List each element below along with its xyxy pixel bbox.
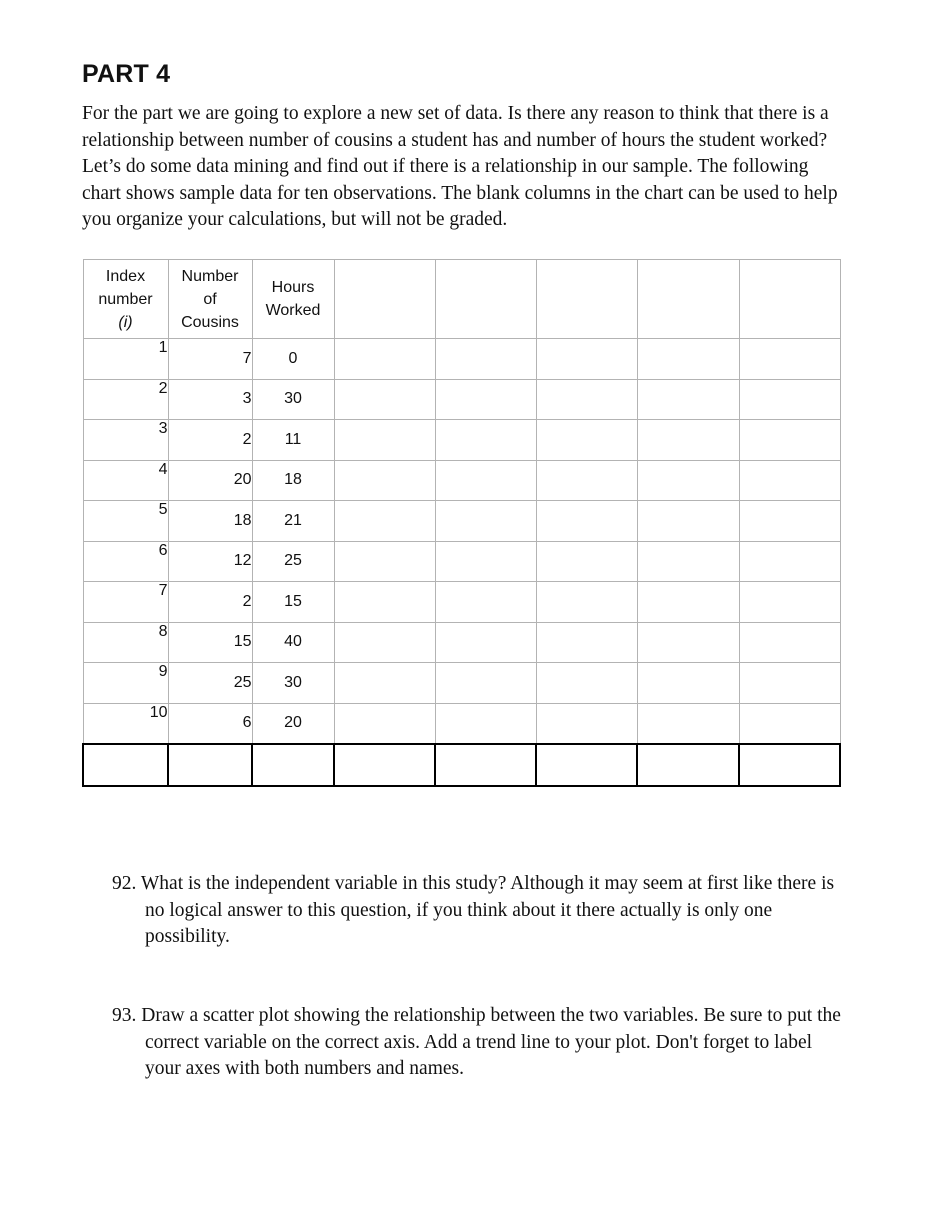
- blank-calc-cell[interactable]: [435, 541, 536, 582]
- blank-calc-cell[interactable]: [334, 501, 435, 542]
- intro-paragraph: For the part we are going to explore a new set of data. Is there any reason to think that there is a relationship between number of cousins a student has and number of hours the student worked? Let’s do some data mining and find out if there is a relationship in our sample. The following chart shows sample data for ten observations. The blank columns in the chart can be used to help you organize your calculations, but will not be graded.: [82, 103, 838, 230]
- blank-calc-cell[interactable]: [334, 379, 435, 420]
- blank-calc-cell[interactable]: [536, 339, 637, 380]
- blank-calc-cell[interactable]: [637, 501, 739, 542]
- blank-calc-cell[interactable]: [637, 460, 739, 501]
- blank-calc-cell[interactable]: [637, 663, 739, 704]
- section-heading: PART 4: [82, 60, 171, 88]
- hours-cell: 15: [252, 582, 334, 623]
- blank-calc-cell[interactable]: [435, 339, 536, 380]
- data-table: [82, 259, 841, 787]
- header-cousins: Number of Cousins: [168, 260, 252, 339]
- header-index: Index number (i): [83, 260, 168, 339]
- table-row: [83, 460, 840, 501]
- hours-cell: 40: [252, 622, 334, 663]
- blank-calc-cell[interactable]: [334, 703, 435, 744]
- blank-calc-cell[interactable]: [739, 339, 840, 380]
- blank-calc-cell[interactable]: [435, 420, 536, 461]
- blank-total-cell[interactable]: [637, 744, 739, 786]
- blank-calc-cell[interactable]: [334, 420, 435, 461]
- hours-cell: 30: [252, 379, 334, 420]
- blank-calc-cell[interactable]: [739, 663, 840, 704]
- index-cell: 10: [83, 703, 168, 744]
- table-row: [83, 420, 840, 461]
- hours-cell: 30: [252, 663, 334, 704]
- blank-header-cell[interactable]: [334, 260, 435, 339]
- blank-calc-cell[interactable]: [435, 379, 536, 420]
- index-cell: 2: [83, 379, 168, 420]
- blank-calc-cell[interactable]: [334, 460, 435, 501]
- blank-calc-cell[interactable]: [435, 703, 536, 744]
- blank-total-cell[interactable]: [435, 744, 536, 786]
- header-hours: Hours Worked: [252, 260, 334, 339]
- blank-calc-cell[interactable]: [334, 541, 435, 582]
- index-cell: 3: [83, 420, 168, 461]
- table-row: [83, 339, 840, 380]
- cousins-cell: 20: [168, 460, 252, 501]
- blank-calc-cell[interactable]: [637, 379, 739, 420]
- blank-total-cell[interactable]: [536, 744, 637, 786]
- blank-calc-cell[interactable]: [536, 622, 637, 663]
- table-row: [83, 622, 840, 663]
- hours-cell: 21: [252, 501, 334, 542]
- question-93: 93. Draw a scatter plot showing the relationship between the two variables. Be sure to put the correct variable on the correct axis. Add a trend line to your plot. Don't forget to label your axes with both numbers and names.: [112, 1005, 841, 1079]
- index-cell: 6: [83, 541, 168, 582]
- cousins-cell: 25: [168, 663, 252, 704]
- blank-header-cell[interactable]: [536, 260, 637, 339]
- cousins-cell: 7: [168, 339, 252, 380]
- blank-calc-cell[interactable]: [334, 339, 435, 380]
- hours-cell: 11: [252, 420, 334, 461]
- blank-calc-cell[interactable]: [739, 460, 840, 501]
- cousins-cell: 2: [168, 582, 252, 623]
- table-row: [83, 541, 840, 582]
- index-cell: 7: [83, 582, 168, 623]
- blank-calc-cell[interactable]: [739, 541, 840, 582]
- cousins-cell: 15: [168, 622, 252, 663]
- hours-cell: 0: [252, 339, 334, 380]
- blank-calc-cell[interactable]: [637, 582, 739, 623]
- table-row: [83, 582, 840, 623]
- blank-calc-cell[interactable]: [536, 460, 637, 501]
- blank-calc-cell[interactable]: [334, 582, 435, 623]
- blank-calc-cell[interactable]: [739, 703, 840, 744]
- table-row: [83, 703, 840, 744]
- cousins-cell: 18: [168, 501, 252, 542]
- blank-calc-cell[interactable]: [536, 663, 637, 704]
- blank-calc-cell[interactable]: [536, 582, 637, 623]
- blank-calc-cell[interactable]: [637, 622, 739, 663]
- blank-calc-cell[interactable]: [739, 501, 840, 542]
- blank-calc-cell[interactable]: [435, 501, 536, 542]
- blank-total-cell[interactable]: [252, 744, 334, 786]
- table-row: [83, 501, 840, 542]
- blank-calc-cell[interactable]: [637, 420, 739, 461]
- cousins-cell: 2: [168, 420, 252, 461]
- blank-calc-cell[interactable]: [435, 460, 536, 501]
- blank-calc-cell[interactable]: [536, 703, 637, 744]
- blank-calc-cell[interactable]: [435, 622, 536, 663]
- blank-calc-cell[interactable]: [637, 541, 739, 582]
- table-row: [83, 663, 840, 704]
- blank-header-cell[interactable]: [739, 260, 840, 339]
- blank-calc-cell[interactable]: [536, 501, 637, 542]
- blank-total-row: [83, 744, 840, 786]
- blank-calc-cell[interactable]: [334, 622, 435, 663]
- blank-calc-cell[interactable]: [739, 582, 840, 623]
- hours-cell: 18: [252, 460, 334, 501]
- index-cell: 1: [83, 339, 168, 380]
- blank-header-cell[interactable]: [637, 260, 739, 339]
- index-cell: 5: [83, 501, 168, 542]
- blank-calc-cell[interactable]: [637, 339, 739, 380]
- cousins-cell: 6: [168, 703, 252, 744]
- table-header-row: [83, 260, 840, 339]
- hours-cell: 25: [252, 541, 334, 582]
- blank-total-cell[interactable]: [739, 744, 840, 786]
- blank-calc-cell[interactable]: [435, 582, 536, 623]
- blank-total-cell[interactable]: [168, 744, 252, 786]
- blank-calc-cell[interactable]: [536, 541, 637, 582]
- blank-calc-cell[interactable]: [637, 703, 739, 744]
- question-92: 92. What is the independent variable in this study? Although it may seem at first like there is no logical answer to this question, if you think about it there actually is only one possibility.: [112, 873, 835, 947]
- blank-calc-cell[interactable]: [739, 622, 840, 663]
- cousins-cell: 3: [168, 379, 252, 420]
- blank-total-cell[interactable]: [83, 744, 168, 786]
- cousins-cell: 12: [168, 541, 252, 582]
- index-cell: 9: [83, 663, 168, 704]
- hours-cell: 20: [252, 703, 334, 744]
- blank-header-cell[interactable]: [435, 260, 536, 339]
- blank-calc-cell[interactable]: [536, 379, 637, 420]
- blank-calc-cell[interactable]: [536, 420, 637, 461]
- blank-total-cell[interactable]: [334, 744, 435, 786]
- blank-calc-cell[interactable]: [435, 663, 536, 704]
- blank-calc-cell[interactable]: [334, 663, 435, 704]
- index-cell: 8: [83, 622, 168, 663]
- table-row: [83, 379, 840, 420]
- index-cell: 4: [83, 460, 168, 501]
- blank-calc-cell[interactable]: [739, 379, 840, 420]
- blank-calc-cell[interactable]: [739, 420, 840, 461]
